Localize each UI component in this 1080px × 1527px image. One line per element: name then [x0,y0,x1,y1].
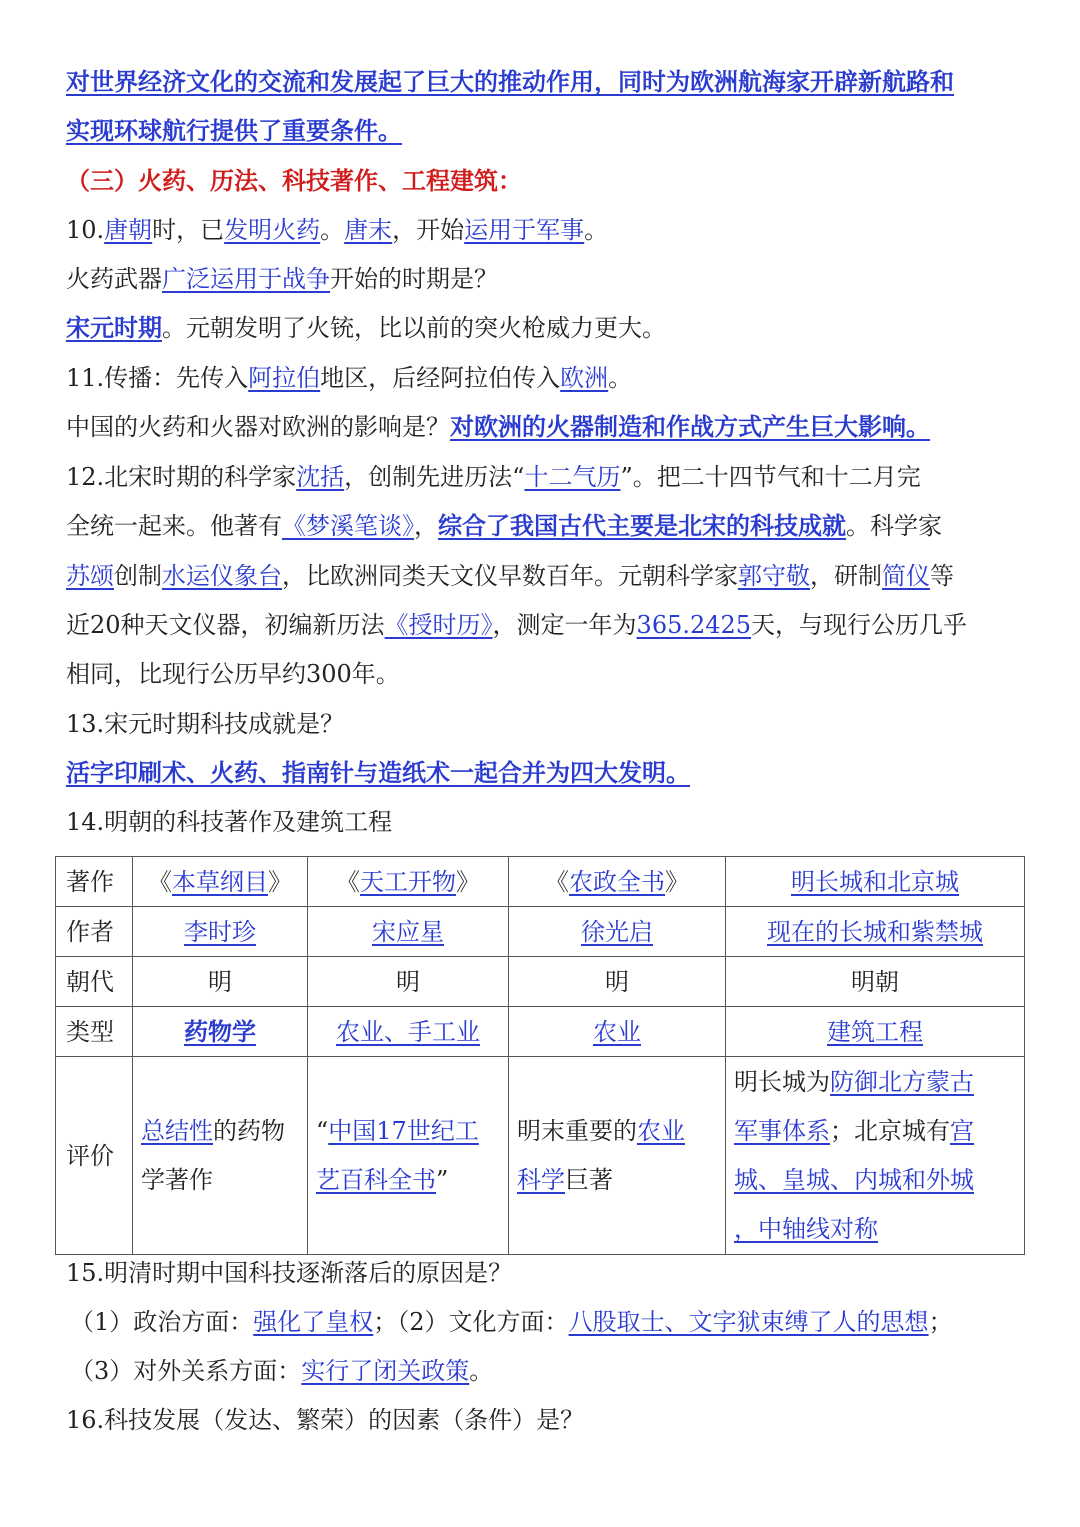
keyword: 对欧洲的火器制造和作战方式产生巨大影响。 [450,412,930,441]
table-cell: 建筑工程 [726,1007,1025,1057]
table-cell: 《天工开物》 [308,857,509,907]
para-line-2: 实现环球航行提供了重要条件。 [66,116,402,145]
q10-answer: 宋元时期。元朝发明了火铳，比以前的突火枪威力更大。 [66,313,666,342]
keyword: 实行了闭关政策 [301,1357,470,1385]
table-cell: 明 [308,957,509,1007]
table-cell: 总结性的药物 学著作 [133,1057,308,1255]
table-row [56,907,1025,957]
keyword: 欧洲 [560,364,609,392]
table-cell: 明 [509,957,726,1007]
keyword: 苏颂 [66,562,114,590]
row-header: 类型 [56,1007,133,1057]
keyword: 《授时历》 [384,611,493,639]
keyword: 宋元时期 [66,313,162,342]
table-row [56,1007,1025,1057]
keyword: 水运仪象台 [162,562,282,590]
row-header: 作者 [56,907,133,957]
table-cell: 宋应星 [308,907,509,957]
table-cell: 徐光启 [509,907,726,957]
q13-question: 13.宋元时期科技成就是？ [66,710,345,738]
q16-question: 16.科技发展（发达、繁荣）的因素（条件）是？ [66,1406,585,1434]
keyword: 唐朝 [104,216,153,244]
table-cell: 农业 [509,1007,726,1057]
q15-question: 15.明清时期中国科技逐渐落后的原因是？ [66,1259,513,1287]
keyword: 八股取士、文字狱束缚了人的思想 [568,1308,929,1336]
para-line-1: 对世界经济文化的交流和发展起了巨大的推动作用，同时为欧洲航海家开辟新航路和 [66,67,954,96]
keyword: 沈括 [296,463,345,491]
keyword: 强化了皇权 [253,1308,374,1336]
table-cell: 明末重要的农业 科学巨著 [509,1057,726,1255]
q14-title: 14.明朝的科技著作及建筑工程 [66,808,393,836]
science-works-table [55,856,1025,1255]
table-cell: 明长城和北京城 [726,857,1025,907]
table-cell: 《农政全书》 [509,857,726,907]
keyword: 广泛运用于战争 [162,265,330,293]
q12-line-4: 近20种天文仪器，初编新历法《授时历》，测定一年为365.2425天，与现行公历几乎 [66,611,968,639]
table-cell: 现在的长城和紫禁城 [726,907,1025,957]
keyword: 郭守敬 [738,562,810,590]
q12-line-5: 相同，比现行公历早约300年。 [66,660,400,688]
table-cell: 李时珍 [133,907,308,957]
q12-line-1: 12.北宋时期的科学家沈括，创制先进历法“十二气历”。把二十四节气和十二月完 [66,463,921,491]
keyword: 十二气历 [524,463,621,491]
table-cell: 农业、手工业 [308,1007,509,1057]
row-header: 朝代 [56,957,133,1007]
keyword: 发明火药 [224,216,321,244]
table-cell: 明长城为防御北方蒙古 军事体系；北京城有宫 城、皇城、内城和外城 ，中轴线对称 [726,1057,1025,1255]
q11-line: 11.传播：先传入阿拉伯地区，后经阿拉伯传入欧洲。 [66,364,633,392]
q10-line: 10.唐朝时，已发明火药。唐末，开始运用于军事。 [66,216,609,244]
q15-line-2: （3）对外关系方面：实行了闭关政策。 [70,1357,494,1385]
table-cell: “中国17世纪工 艺百科全书” [308,1057,509,1255]
table-row [56,857,1025,907]
table-cell: 明 [133,957,308,1007]
q12-line-3: 苏颂创制水运仪象台，比欧洲同类天文仪早数百年。元朝科学家郭守敬，研制简仪等 [66,562,954,590]
q13-answer: 活字印刷术、火药、指南针与造纸术一起合并为四大发明。 [66,758,690,787]
table-row [56,1057,1025,1255]
q11-question: 中国的火药和火器对欧洲的影响是？对欧洲的火器制造和作战方式产生巨大影响。 [66,412,930,441]
q15-line-1: （1）政治方面：强化了皇权；（2）文化方面：八股取士、文字狱束缚了人的思想； [70,1308,953,1336]
keyword: 运用于军事 [464,216,585,244]
keyword: 365.2425 [636,611,752,639]
keyword: 《梦溪笔谈》 [282,512,414,540]
row-header: 评价 [56,1057,133,1255]
keyword: 简仪 [882,562,930,590]
table-cell: 《本草纲目》 [133,857,308,907]
keyword: 阿拉伯 [248,364,321,392]
table-cell: 明朝 [726,957,1025,1007]
keyword: 唐末 [344,216,393,244]
keyword: 综合了我国古代主要是北宋的科技成就 [438,511,846,540]
q10-question: 火药武器广泛运用于战争开始的时期是？ [66,265,498,293]
q12-line-2: 全统一起来。他著有《梦溪笔谈》，综合了我国古代主要是北宋的科技成就。科学家 [66,511,942,540]
table-cell: 药物学 [133,1007,308,1057]
section-heading: （三）火药、历法、科技著作、工程建筑： [66,166,522,195]
row-header: 著作 [56,857,133,907]
table-row [56,957,1025,1007]
